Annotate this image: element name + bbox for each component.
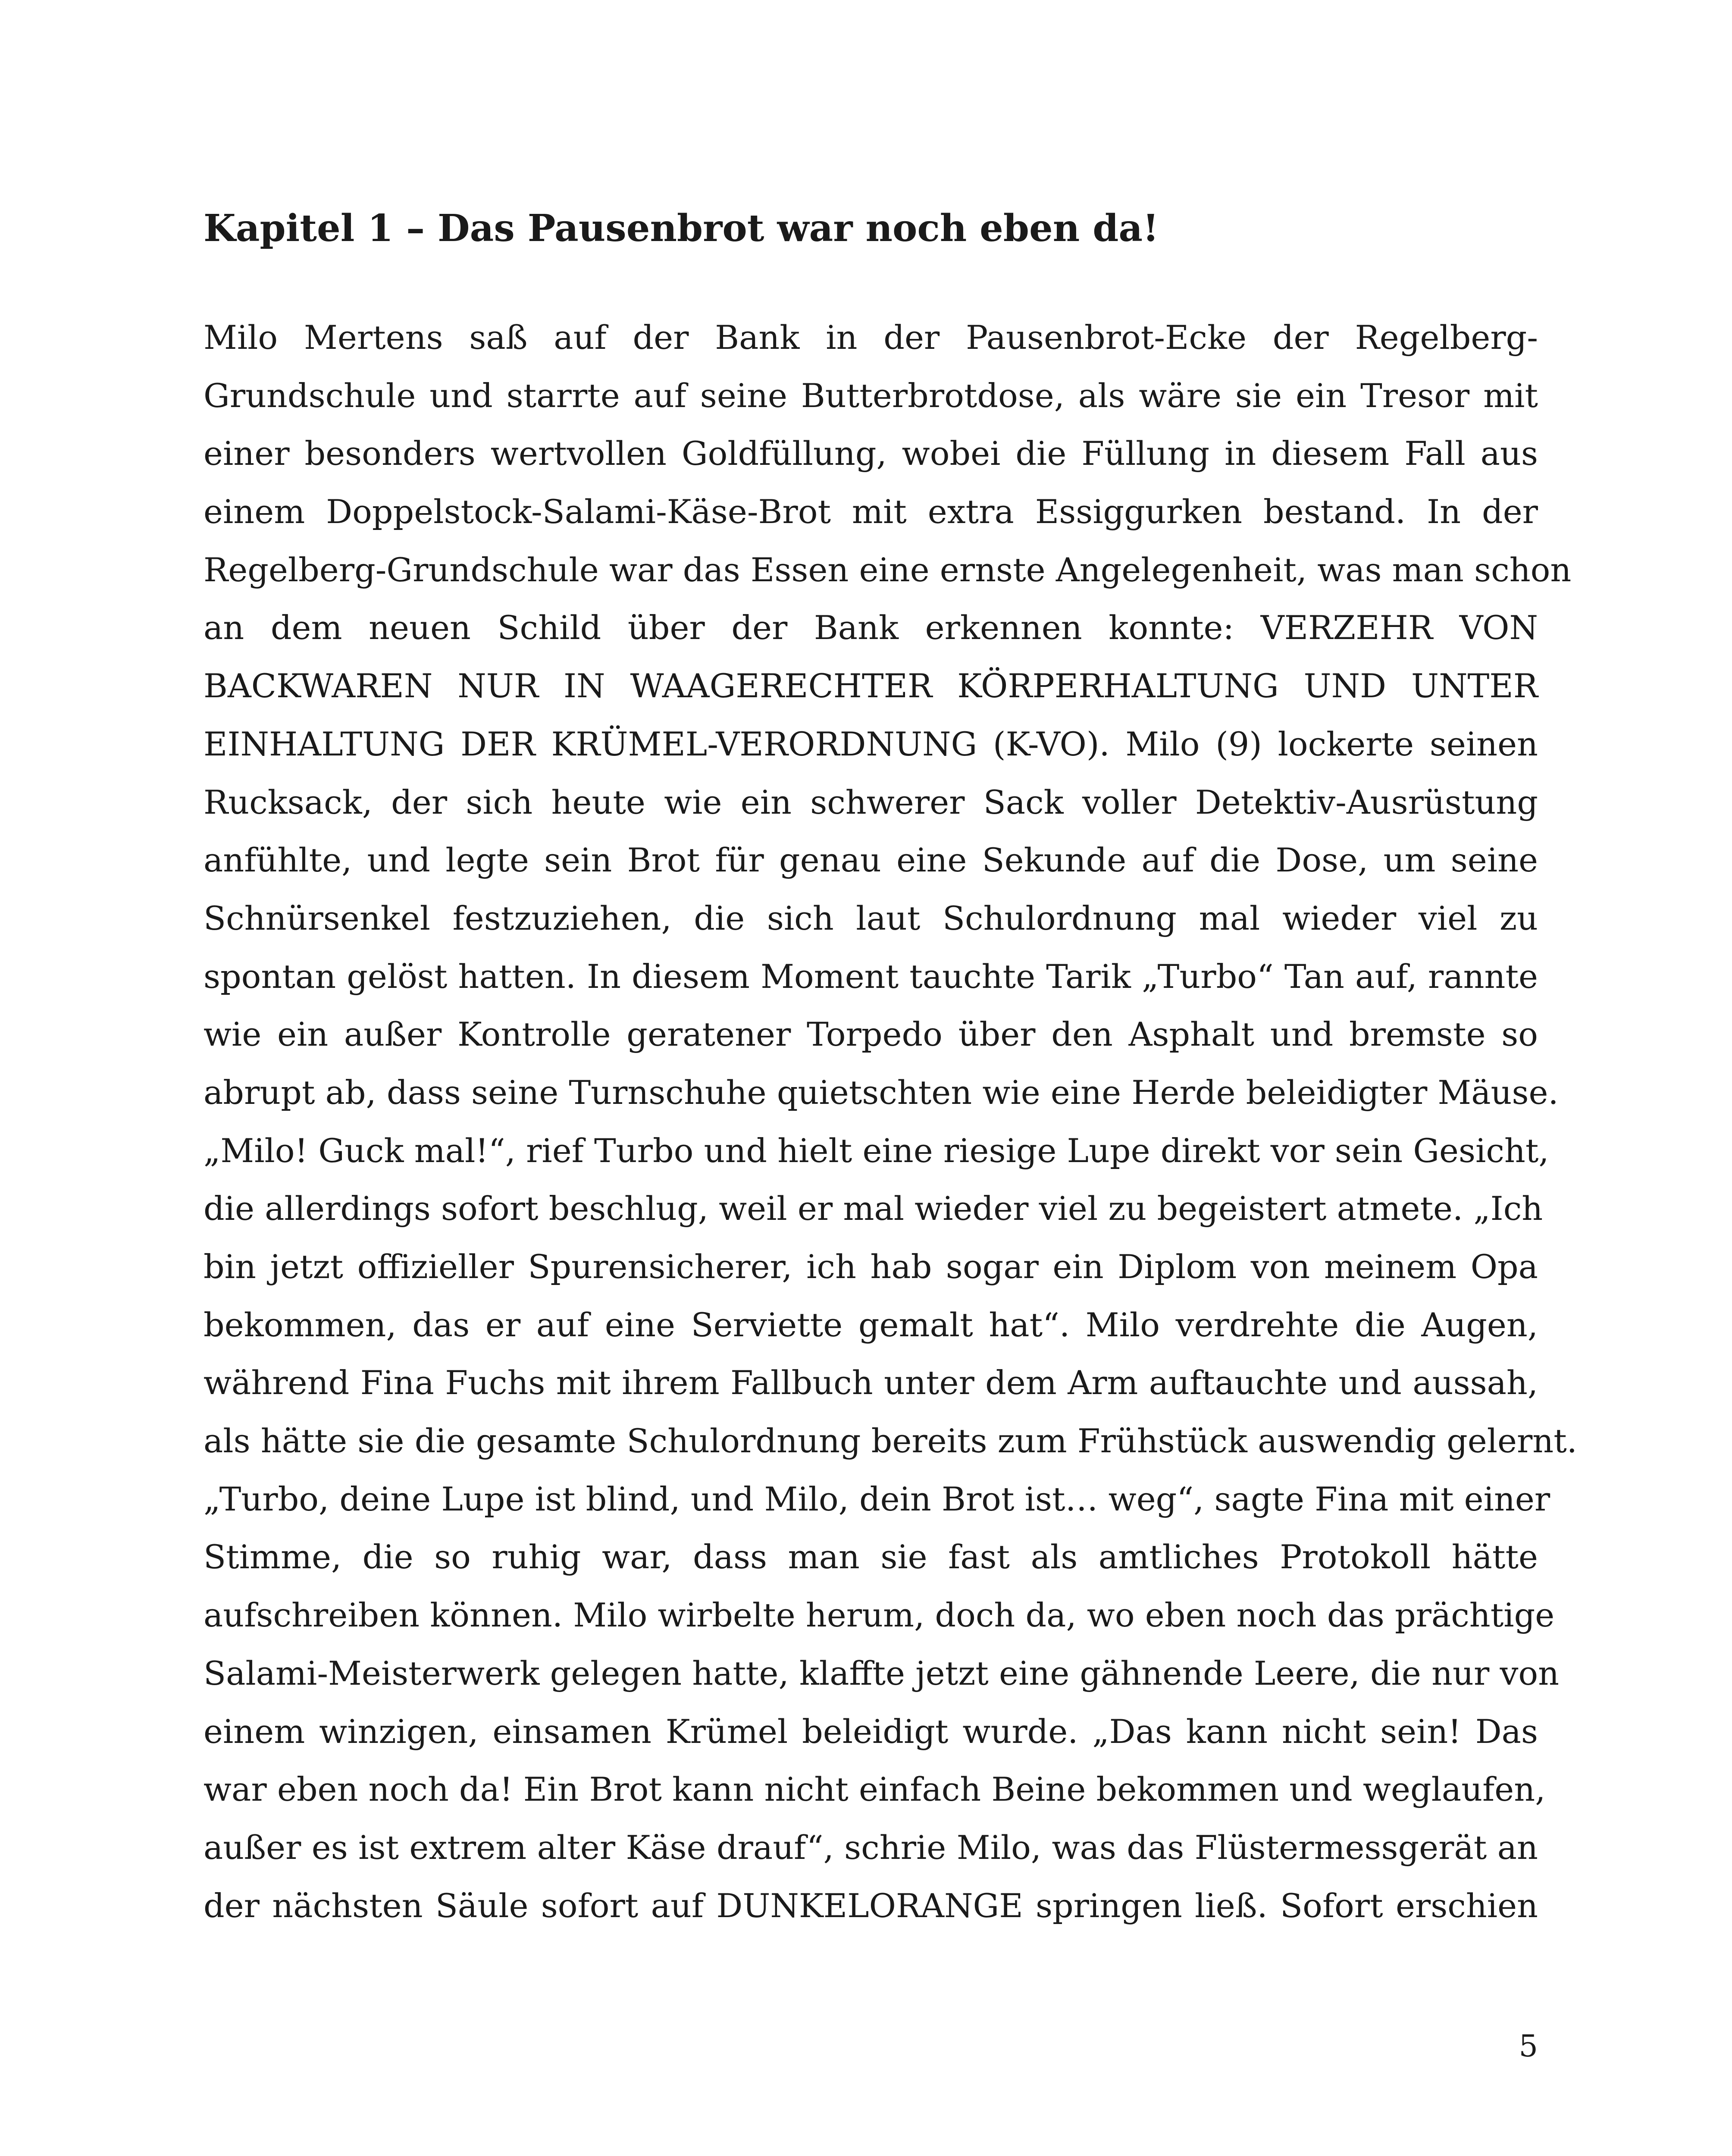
page-number: 5 <box>1519 2028 1538 2064</box>
text-line: während Fina Fuchs mit ihrem Fallbuch unter dem Arm auftauchte und aussah, <box>204 1363 1538 1402</box>
text-line: Regelberg-Grundschule war das Essen eine ernste Angelegenheit, was man schon <box>204 550 1572 589</box>
body-text <box>204 309 1577 1935</box>
text-line: Rucksack, der sich heute wie ein schwerer Sack voller Detektiv-Ausrüstung <box>204 783 1538 821</box>
text-line: einem Doppelstock-Salami-Käse-Brot mit extra Essiggurken bestand. In der <box>204 492 1538 531</box>
text-line: bekommen, das er auf eine Serviette gemalt hat“. Milo verdrehte die Augen, <box>204 1305 1538 1344</box>
text-line: aufschreiben können. Milo wirbelte herum, doch da, wo eben noch das prächtige <box>204 1596 1555 1635</box>
text-line: einem winzigen, einsamen Krümel beleidigt wurde. „Das kann nicht sein! Das <box>204 1712 1538 1751</box>
chapter-title: Kapitel 1 – Das Pausenbrot war noch eben da! <box>204 207 1159 250</box>
text-line: Grundschule und starrte auf seine Butterbrotdose, als wäre sie ein Tresor mit <box>204 376 1538 415</box>
text-line: Milo Mertens saß auf der Bank in der Pausenbrot-Ecke der Regelberg- <box>204 318 1538 357</box>
text-line: wie ein außer Kontrolle geratener Torpedo über den Asphalt und bremste so <box>204 1015 1538 1054</box>
text-line: einer besonders wertvollen Goldfüllung, wobei die Füllung in diesem Fall aus <box>204 434 1538 473</box>
text-line: Schnürsenkel festzuziehen, die sich laut Schulordnung mal wieder viel zu <box>204 899 1538 937</box>
text-line: an dem neuen Schild über der Bank erkennen konnte: VERZEHR VON <box>204 608 1538 647</box>
text-line: abrupt ab, dass seine Turnschuhe quietschten wie eine Herde beleidigter Mäuse. <box>204 1073 1559 1112</box>
text-line: als hätte sie die gesamte Schulordnung bereits zum Frühstück auswendig gelernt. <box>204 1422 1577 1460</box>
text-line: „Milo! Guck mal!“, rief Turbo und hielt eine riesige Lupe direkt vor sein Gesicht, <box>204 1131 1549 1170</box>
text-line: die allerdings sofort beschlug, weil er mal wieder viel zu begeistert atmete. „Ich <box>204 1189 1543 1228</box>
text-line: BACKWAREN NUR IN WAAGERECHTER KÖRPERHALTUNG UND UNTER <box>204 667 1538 705</box>
text-line: „Turbo, deine Lupe ist blind, und Milo, dein Brot ist… weg“, sagte Fina mit einer <box>204 1479 1550 1518</box>
text-line: Stimme, die so ruhig war, dass man sie fast als amtliches Protokoll hätte <box>204 1538 1538 1576</box>
text-line: spontan gelöst hatten. In diesem Moment tauchte Tarik „Turbo“ Tan auf, rannte <box>204 957 1538 996</box>
text-line: war eben noch da! Ein Brot kann nicht einfach Beine bekommen und weglaufen, <box>204 1770 1546 1809</box>
text-line: außer es ist extrem alter Käse drauf“, schrie Milo, was das Flüstermessgerät an <box>204 1828 1538 1867</box>
text-line: EINHALTUNG DER KRÜMEL-VERORDNUNG (K-VO). Milo (9) lockerte seinen <box>204 724 1538 763</box>
text-line: anfühlte, und legte sein Brot für genau eine Sekunde auf die Dose, um seine <box>204 841 1538 880</box>
text-line: bin jetzt offizieller Spurensicherer, ich hab sogar ein Diplom von meinem Opa <box>204 1247 1538 1286</box>
text-line: der nächsten Säule sofort auf DUNKELORANGE springen ließ. Sofort erschien <box>204 1886 1538 1925</box>
text-line: Salami-Meisterwerk gelegen hatte, klaffte jetzt eine gähnende Leere, die nur von <box>204 1654 1560 1692</box>
